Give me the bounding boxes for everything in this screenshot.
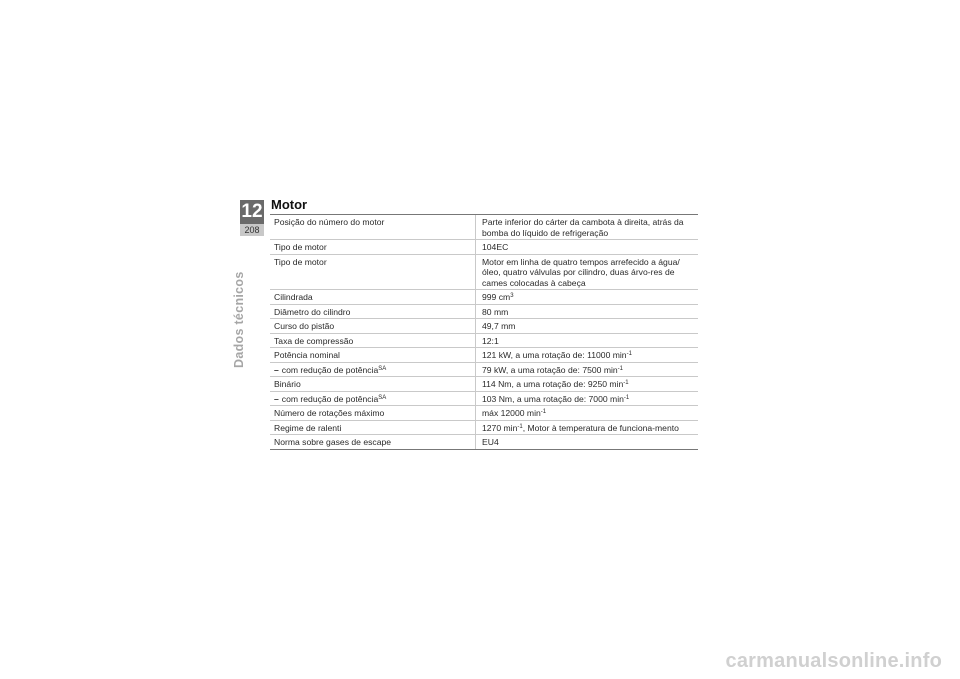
row-label: – com redução de potência$^{SA}$: [270, 363, 476, 377]
watermark: carmanualsonline.info: [725, 650, 942, 672]
chapter-tab: [240, 200, 264, 236]
row-value: EU4: [482, 437, 499, 447]
table-row: [270, 290, 698, 305]
row-value: 104EC: [482, 242, 509, 252]
row-value: 103 Nm, a uma rotação de: 7000 $\min^{-1}$: [482, 393, 630, 404]
chapter-number: 12: [241, 201, 263, 222]
row-label: Taxa de compressão: [270, 334, 476, 348]
table-row: [270, 377, 698, 392]
row-value: 80 mm: [482, 306, 509, 317]
table-row: [270, 255, 698, 291]
row-label: Binário: [270, 377, 476, 391]
row-value: 999 $cm^3$: [482, 292, 514, 302]
page-number: 208: [240, 224, 264, 236]
table-row: [270, 363, 698, 378]
row-label: – com redução de potência$^{SA}$: [270, 392, 476, 406]
dash-bullet-icon: –: [274, 393, 279, 404]
row-label: Norma sobre gases de escape: [270, 435, 476, 449]
table-row: [270, 319, 698, 334]
row-label: Diâmetro do cilindro: [270, 305, 476, 319]
row-label: Curso do pistão: [270, 319, 476, 333]
row-value: 1270 $\min^{-1}$, Motor à temperatura de funciona-mento: [482, 422, 679, 433]
row-value: 121 kW, a uma rotação de: 11000 $\min^{-1}$: [482, 350, 632, 360]
section-title: Motor: [271, 197, 308, 212]
row-label: Tipo de motor: [270, 255, 476, 290]
row-label: Posição do número do motor: [270, 215, 476, 239]
table-row: [270, 406, 698, 421]
spec-table: [270, 214, 698, 450]
row-value: Motor em linha de quatro tempos arrefecido a água/óleo, quatro válvulas por cilindro, duas árvo-res de cames colocadas à cabeça: [482, 256, 680, 288]
row-value: máx 12000 $\min^{-1}$: [482, 408, 547, 418]
row-label: Número de rotações máximo: [270, 406, 476, 420]
row-label: Potência nominal: [270, 348, 476, 362]
row-value: 49,7 mm: [482, 321, 516, 331]
row-value: 114 Nm, a uma rotação de: 9250 $\min^{-1}$: [482, 379, 629, 389]
row-value: 12:1: [482, 335, 499, 346]
chapter-title: Dados técnicos: [232, 271, 246, 368]
table-row: [270, 305, 698, 320]
table-row: [270, 240, 698, 255]
table-row: [270, 392, 698, 407]
dash-bullet-icon: –: [274, 364, 279, 375]
row-label: Regime de ralenti: [270, 421, 476, 435]
row-label: Tipo de motor: [270, 240, 476, 254]
table-row: [270, 334, 698, 349]
table-row: [270, 348, 698, 363]
row-value: 79 kW, a uma rotação de: 7500 $\min^{-1}$: [482, 364, 624, 375]
table-row: [270, 435, 698, 449]
table-row: [270, 421, 698, 436]
table-row: [270, 215, 698, 240]
row-label: Cilindrada: [270, 290, 476, 304]
row-value: Parte inferior do cárter da cambota à direita, atrás da bomba do líquido de refrigeração: [482, 217, 684, 238]
